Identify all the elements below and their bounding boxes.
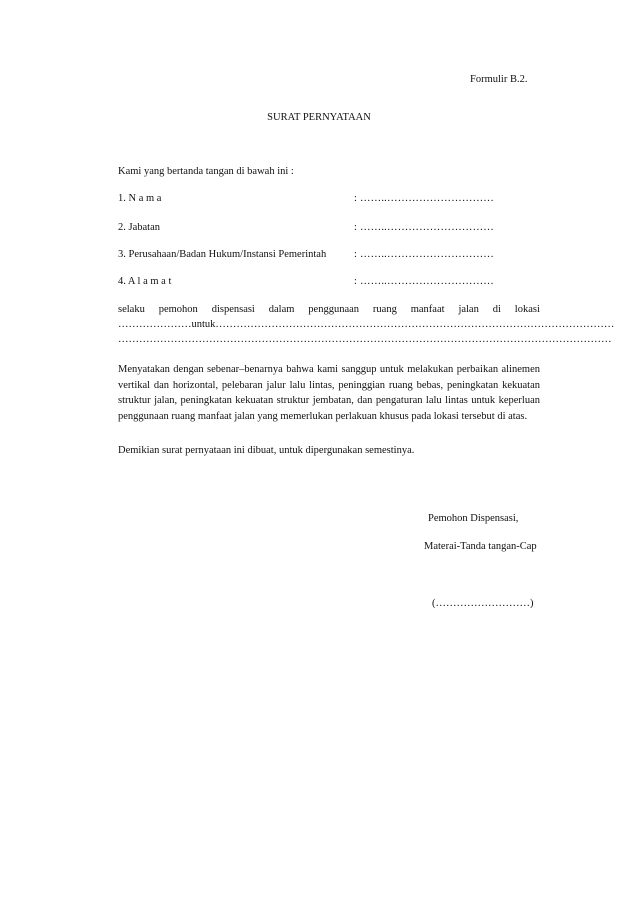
field-label: 2. Jabatan — [118, 222, 160, 233]
location-word: pemohon — [158, 304, 198, 315]
document-title: SURAT PERNYATAAN — [267, 112, 371, 123]
field-value: : ……..………………………… — [354, 276, 494, 287]
location-word: penggunaan — [308, 304, 360, 315]
location-word: selaku — [118, 304, 145, 315]
location-word: di — [492, 304, 501, 315]
field-perusahaan — [118, 248, 548, 261]
signature-name-placeholder: (………………………) — [432, 598, 534, 609]
field-alamat — [118, 275, 548, 288]
closing-paragraph: Demikian surat pernyataan ini dibuat, untuk dipergunakan semestinya. — [118, 445, 415, 456]
field-jabatan — [118, 221, 548, 234]
location-line — [118, 303, 540, 316]
field-label: 1. N a m a — [118, 193, 162, 204]
location-dotted-line-2: …………………………………………………………………………………………………………………………… — [118, 334, 612, 345]
intro-text: Kami yang bertanda tangan di bawah ini : — [118, 166, 294, 177]
field-nama — [118, 192, 548, 205]
location-word: dispensasi — [211, 304, 255, 315]
location-word: manfaat — [410, 304, 445, 315]
field-value: : ……..………………………… — [354, 222, 494, 233]
form-code: Formulir B.2. — [470, 74, 528, 85]
statement-paragraph: Menyatakan dengan sebenar–benarnya bahwa kami sanggup untuk melakukan perbaikan alinemen vertikal dan horizontal, pelebaran jalur lalu lintas, peninggian ruang bebas, peningkatan kekuatan struktur jalan, peningkatan kekuatan struktur jembatan, dan pengaturan lalu lintas untuk keperluan penggunaan ruang manfaat jalan yang memerlukan perlakuan khusus pada lokasi tersebut di atas. — [118, 364, 540, 422]
field-value: : ……..………………………… — [354, 193, 494, 204]
field-label: 3. Perusahaan/Badan Hukum/Instansi Pemerintah — [118, 249, 327, 260]
field-value: : ……..………………………… — [354, 249, 494, 260]
signature-materai: Materai-Tanda tangan-Cap — [424, 541, 537, 552]
location-dotted-line: …………………untuk…………………………………………………………………………………………………… — [118, 319, 615, 330]
signature-role: Pemohon Dispensasi, — [428, 513, 519, 524]
field-label: 4. A l a m a t — [118, 276, 172, 287]
location-word: lokasi — [514, 304, 540, 315]
location-word: ruang — [372, 304, 397, 315]
location-word: jalan — [458, 304, 479, 315]
location-word: dalam — [268, 304, 295, 315]
